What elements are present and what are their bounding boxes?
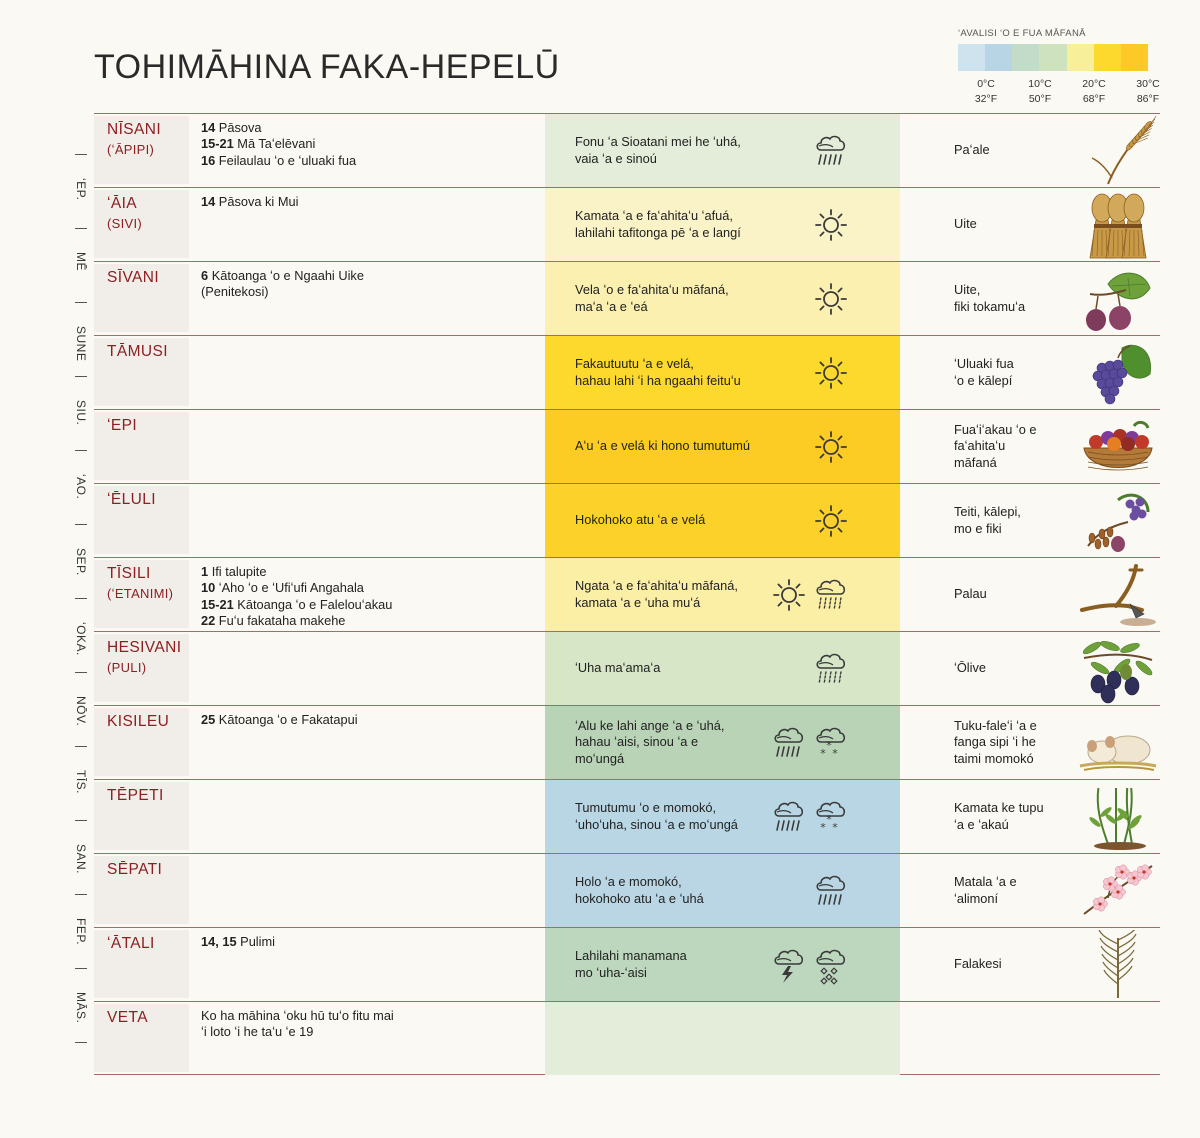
weather-icons — [812, 114, 850, 187]
hebrew-month-name: ʻĀTALI — [107, 935, 155, 952]
legend-tick-celsius: 10°C — [1028, 78, 1052, 90]
agriculture-line: Paʻale — [954, 142, 990, 158]
month-row — [94, 779, 1160, 853]
light-rain-cloud-icon — [812, 575, 850, 615]
legend-swatch — [1094, 44, 1121, 71]
calendar-table — [94, 113, 1160, 1075]
climate-line: hokohoko atu ʻa e ʻuhá — [575, 890, 704, 906]
festival-list — [201, 564, 541, 630]
legend-tick-celsius: 0°C — [977, 78, 995, 90]
festival-name: Pulimi — [240, 934, 275, 949]
scale-tick — [75, 820, 87, 821]
festival-list — [201, 1008, 541, 1041]
legend-swatch — [1039, 44, 1066, 71]
festival-day: 15-21 — [201, 136, 234, 152]
agriculture-text — [954, 262, 1064, 335]
agriculture-line: faʻahitaʻu — [954, 438, 1006, 454]
hebrew-month-cell — [94, 708, 189, 776]
sprouts-illustration — [1078, 782, 1158, 852]
festival-item — [201, 564, 541, 580]
gregorian-month-label: SIU. — [74, 400, 88, 426]
month-row — [94, 409, 1160, 483]
hebrew-month-cell — [94, 782, 189, 850]
climate-description — [575, 854, 775, 927]
sun-icon — [812, 353, 850, 393]
sun-icon — [770, 575, 808, 615]
climate-cell — [545, 854, 900, 927]
flax-illustration — [1078, 930, 1158, 1000]
hebrew-month-cell — [94, 930, 189, 998]
sheep-illustration — [1078, 708, 1158, 778]
scale-tick — [75, 302, 87, 303]
hebrew-month-name: NĪSANI — [107, 121, 162, 138]
climate-line: mo ʻuha-ʻaisi — [575, 964, 647, 980]
weather-icons — [812, 262, 850, 335]
hebrew-month-cell — [94, 412, 189, 480]
hebrew-month-name: ʻEPI — [107, 417, 138, 434]
temperature-legend — [958, 28, 1158, 105]
climate-line: moʻungá — [575, 750, 625, 766]
month-row — [94, 335, 1160, 409]
climate-description — [575, 1002, 775, 1075]
weather-icons — [812, 410, 850, 483]
gregorian-month-label: SUNE — [74, 326, 88, 362]
olives-illustration — [1078, 634, 1158, 704]
hebrew-month-name: SĪVANI — [107, 269, 160, 286]
legend-swatch — [958, 44, 985, 71]
weather-icons — [770, 706, 850, 779]
climate-description — [575, 114, 775, 187]
climate-description — [575, 928, 775, 1001]
hebrew-month-alt-name: (ʻETANIMI) — [107, 586, 174, 601]
hebrew-month-name: ʻĒLULI — [107, 491, 156, 508]
hebrew-month-name: TĪSILI — [107, 565, 151, 582]
scale-tick — [75, 598, 87, 599]
legend-tick-fahrenheit: 86°F — [1136, 93, 1160, 105]
climate-line: Ngata ʻa e faʻahitaʻu māfaná, — [575, 578, 738, 594]
svg-text:*: * — [832, 746, 838, 760]
festival-item — [201, 934, 541, 950]
climate-line: ʻuhoʻuha, sinou ʻa e moʻungá — [575, 816, 738, 832]
legend-tick-label — [1074, 77, 1114, 107]
festival-day: 15-21 — [201, 596, 234, 612]
legend-tick-fahrenheit: 32°F — [974, 93, 998, 105]
gregorian-month-label: SAN. — [74, 844, 88, 875]
climate-description — [575, 410, 775, 483]
festival-item — [201, 1008, 541, 1024]
climate-line: hahau lahi ʻi ha ngaahi feituʻu — [575, 372, 741, 388]
agriculture-line: māfaná — [954, 454, 997, 470]
gregorian-month-label: MĒ — [74, 252, 88, 271]
festival-name: Ifi talupite — [211, 564, 267, 579]
agriculture-text — [954, 854, 1064, 927]
agriculture-line: Fuaʻiʻakau ʻo e — [954, 421, 1037, 437]
hebrew-month-alt-name: (PULI) — [107, 660, 147, 675]
festival-day: 1 — [201, 564, 209, 579]
festival-day: 16 — [201, 152, 216, 168]
hail-cloud-icon — [812, 945, 850, 985]
hebrew-month-cell — [94, 264, 189, 332]
hebrew-month-name: SĒPATI — [107, 861, 163, 878]
festival-day: 22 — [201, 613, 216, 629]
svg-text:*: * — [826, 738, 832, 752]
svg-text:*: * — [826, 812, 832, 826]
hebrew-month-name: TĀMUSI — [107, 343, 168, 360]
weather-icons — [770, 780, 850, 853]
snow-cloud-icon — [812, 723, 850, 763]
month-row — [94, 187, 1160, 261]
light-rain-cloud-icon — [812, 649, 850, 689]
festival-day: 25 — [201, 712, 216, 727]
festival-item — [201, 268, 541, 284]
climate-description — [575, 484, 775, 557]
agriculture-line: Uite, — [954, 282, 981, 298]
climate-line: Vela ʻo e faʻahitaʻu māfaná, — [575, 282, 729, 298]
legend-gradient-bar — [958, 44, 1148, 71]
festival-name: Kātoanga ʻo e Falelouʻakau — [237, 596, 393, 612]
rain-cloud-icon — [812, 871, 850, 911]
legend-tick-label — [1128, 77, 1168, 107]
festival-day: 14 — [201, 120, 216, 135]
thunder-cloud-icon — [770, 945, 808, 985]
hebrew-month-cell — [94, 1004, 189, 1072]
agriculture-line: fiki tokamuʻa — [954, 298, 1026, 314]
agriculture-line: Kamata ke tupu — [954, 800, 1044, 816]
legend-title: ʻAVALISI ʻO E FUA MĀFANĀ — [958, 28, 1086, 39]
agriculture-line: ʻUluaki fua — [954, 356, 1014, 372]
festival-item — [201, 597, 541, 613]
sun-icon — [812, 427, 850, 467]
agriculture-text — [954, 188, 1064, 261]
festival-list — [201, 268, 541, 301]
climate-line: Lahilahi manamana — [575, 948, 687, 964]
agriculture-text — [954, 706, 1064, 779]
festival-item — [201, 613, 541, 629]
scale-tick — [75, 1042, 87, 1043]
agriculture-text — [954, 780, 1064, 853]
sun-icon — [812, 279, 850, 319]
scale-tick — [75, 450, 87, 451]
festival-item — [201, 580, 541, 596]
festival-item — [201, 194, 541, 210]
gregorian-months-scale — [70, 150, 92, 1070]
agriculture-line: ʻa e ʻakaú — [954, 816, 1009, 832]
rain-cloud-icon — [770, 797, 808, 837]
scale-tick — [75, 228, 87, 229]
hebrew-month-cell — [94, 486, 189, 554]
festival-day: 14, 15 — [201, 934, 237, 949]
legend-tick-label — [1020, 77, 1060, 107]
climate-cell — [545, 928, 900, 1001]
festival-name: Feilaulau ʻo e ʻuluaki fua — [218, 152, 357, 168]
figs-illustration — [1078, 264, 1158, 334]
hebrew-month-cell — [94, 190, 189, 258]
hebrew-month-cell — [94, 338, 189, 406]
month-row — [94, 927, 1160, 1001]
scale-tick — [75, 746, 87, 747]
svg-text:*: * — [832, 820, 838, 834]
festival-item — [201, 712, 541, 728]
hebrew-month-name: VETA — [107, 1009, 148, 1026]
rain-cloud-icon — [812, 131, 850, 171]
legend-swatch — [985, 44, 1012, 71]
agriculture-line: Tuku-faleʻi ʻa e — [954, 717, 1037, 733]
month-row — [94, 1001, 1160, 1075]
agriculture-text — [954, 928, 1064, 1001]
month-row — [94, 483, 1160, 557]
climate-line: Fakautuutu ʻa e velá, — [575, 356, 694, 372]
hebrew-month-cell — [94, 560, 189, 628]
sun-icon — [812, 501, 850, 541]
weather-icons — [770, 558, 850, 631]
climate-line: hahau ʻaisi, sinou ʻa e — [575, 734, 699, 750]
climate-cell — [545, 484, 900, 557]
festival-list — [201, 194, 541, 210]
climate-description — [575, 188, 775, 261]
festival-name: Fuʻu fakataha makehe — [218, 613, 346, 629]
festival-item — [201, 136, 541, 152]
svg-text:*: * — [820, 746, 826, 760]
scale-tick — [75, 154, 87, 155]
weather-icons — [812, 188, 850, 261]
festival-name: ʻAho ʻo e ʻUfiʻufi Angahala — [218, 580, 364, 596]
gregorian-month-label: MĀS. — [74, 992, 88, 1024]
svg-text:*: * — [820, 820, 826, 834]
hebrew-month-alt-name: (ʻĀPIPI) — [107, 142, 155, 157]
scale-tick — [75, 672, 87, 673]
agriculture-line: Matala ʻa e — [954, 874, 1017, 890]
agriculture-line: ʻalimoní — [954, 890, 999, 906]
climate-description — [575, 706, 775, 779]
almond-illustration — [1078, 856, 1158, 926]
festival-day: 10 — [201, 580, 216, 596]
hebrew-month-cell — [94, 634, 189, 702]
agriculture-text — [954, 632, 1064, 705]
climate-line: Aʻu ʻa e velá ki hono tumutumú — [575, 438, 750, 454]
agriculture-text — [954, 410, 1064, 483]
month-row — [94, 113, 1160, 187]
weather-icons — [812, 632, 850, 705]
agriculture-line: Uite — [954, 216, 977, 232]
gregorian-month-label: NŌV. — [74, 696, 88, 727]
climate-line: lahilahi tafitonga pē ʻa e langí — [575, 224, 741, 240]
agriculture-line: Teiti, kālepi, — [954, 504, 1021, 520]
month-row — [94, 853, 1160, 927]
plow-illustration — [1078, 560, 1158, 630]
climate-description — [575, 262, 775, 335]
festival-name: Pāsova ki Mui — [218, 194, 299, 209]
hebrew-month-name: HESIVANI — [107, 639, 182, 656]
festival-name: ʻi loto ʻi he taʻu ʻe 19 — [201, 1024, 314, 1040]
climate-description — [575, 558, 775, 631]
agriculture-line: ʻŌlive — [954, 660, 986, 676]
climate-cell — [545, 410, 900, 483]
agriculture-line: mo e fiki — [954, 520, 1002, 536]
scale-tick — [75, 894, 87, 895]
month-row — [94, 557, 1160, 631]
weather-icons — [770, 928, 850, 1001]
climate-description — [575, 780, 775, 853]
gregorian-month-label: ʻOKA. — [74, 622, 88, 656]
legend-swatch — [1067, 44, 1094, 71]
hebrew-month-alt-name: (SIVI) — [107, 216, 143, 231]
climate-cell — [545, 632, 900, 705]
festival-item — [201, 284, 541, 300]
climate-cell — [545, 336, 900, 409]
climate-cell — [545, 558, 900, 631]
legend-tick-celsius: 20°C — [1082, 78, 1106, 90]
festival-item — [201, 1024, 541, 1040]
gregorian-month-label: ʻEP. — [74, 178, 88, 201]
agriculture-line: fanga sipi ʻi he — [954, 734, 1036, 750]
hebrew-month-cell — [94, 856, 189, 924]
climate-line: Holo ʻa e momokó, — [575, 874, 682, 890]
climate-line: ʻAlu ke lahi ange ʻa e ʻuhá, — [575, 717, 725, 733]
month-row — [94, 705, 1160, 779]
legend-tick-fahrenheit: 50°F — [1028, 93, 1052, 105]
agriculture-text — [954, 336, 1064, 409]
festival-day: 14 — [201, 194, 216, 209]
page-title: TOHIMĀHINA FAKA-HEPELŪ — [94, 48, 560, 86]
snow-cloud-icon — [812, 797, 850, 837]
agriculture-text — [954, 484, 1064, 557]
barley-illustration — [1078, 116, 1158, 186]
festival-name: Ko ha māhina ʻoku hū tuʻo fitu mai — [201, 1008, 394, 1023]
agriculture-text — [954, 1002, 1064, 1075]
legend-tick-label — [966, 77, 1006, 107]
climate-description — [575, 336, 775, 409]
climate-line: vaia ʻa e sinoú — [575, 150, 657, 166]
climate-line: Kamata ʻa e faʻahitaʻu ʻafuá, — [575, 208, 733, 224]
sun-icon — [812, 205, 850, 245]
festival-item — [201, 120, 541, 136]
climate-cell — [545, 262, 900, 335]
festival-item — [201, 153, 541, 169]
scale-tick — [75, 968, 87, 969]
festival-name: Kātoanga ʻo e Ngaahi Uike — [211, 268, 364, 283]
hebrew-month-name: ʻĀIA — [107, 195, 138, 212]
hebrew-month-name: KISILEU — [107, 713, 170, 730]
hebrew-month-cell — [94, 116, 189, 184]
climate-cell — [545, 1002, 900, 1075]
climate-line: ʻUha maʻamaʻa — [575, 660, 661, 676]
climate-line: Tumutumu ʻo e momokó, — [575, 800, 717, 816]
agriculture-line: Falakesi — [954, 956, 1002, 972]
climate-cell — [545, 188, 900, 261]
festival-name: Pāsova — [218, 120, 262, 135]
climate-line: maʻa ʻa e ʻeá — [575, 298, 648, 314]
festival-day: 6 — [201, 268, 209, 283]
basket-illustration — [1078, 412, 1158, 482]
climate-cell — [545, 780, 900, 853]
gregorian-month-label: TĪS. — [74, 770, 88, 795]
festival-list — [201, 712, 541, 728]
scale-tick — [75, 524, 87, 525]
festival-list — [201, 934, 541, 950]
dates-illustration — [1078, 486, 1158, 556]
festival-name: (Penitekosi) — [201, 284, 269, 300]
agriculture-text — [954, 558, 1064, 631]
legend-swatch — [1012, 44, 1039, 71]
weather-icons — [812, 854, 850, 927]
climate-line: Fonu ʻa Sioatani mei he ʻuhá, — [575, 134, 741, 150]
hebrew-month-name: TĒPETI — [107, 787, 164, 804]
legend-swatch — [1121, 44, 1148, 71]
agriculture-line: ʻo e kālepí — [954, 372, 1013, 388]
legend-tick-fahrenheit: 68°F — [1082, 93, 1106, 105]
legend-tick-celsius: 30°C — [1136, 78, 1160, 90]
rain-cloud-icon — [770, 723, 808, 763]
weather-icons — [812, 484, 850, 557]
weather-icons — [812, 336, 850, 409]
legend-ticks — [958, 71, 1158, 105]
festival-list — [201, 120, 541, 169]
agriculture-line: Palau — [954, 586, 987, 602]
grapes-illustration — [1078, 338, 1158, 408]
scale-tick — [75, 376, 87, 377]
gregorian-month-label: FEP. — [74, 918, 88, 946]
festival-name: Mā Taʻelēvani — [237, 136, 316, 152]
gregorian-month-label: SEP. — [74, 548, 88, 576]
climate-cell — [545, 114, 900, 187]
agriculture-text — [954, 114, 1064, 187]
gregorian-month-label: ʻAO. — [74, 474, 88, 500]
climate-cell — [545, 706, 900, 779]
climate-line: kamata ʻa e ʻuha muʻá — [575, 594, 701, 610]
month-row — [94, 261, 1160, 335]
climate-line: Hokohoko atu ʻa e velá — [575, 512, 706, 528]
agriculture-line: taimi momokó — [954, 750, 1034, 766]
month-row — [94, 631, 1160, 705]
festival-name: Kātoanga ʻo e Fakatapui — [218, 712, 358, 727]
climate-description — [575, 632, 775, 705]
wheat-illustration — [1078, 190, 1158, 260]
